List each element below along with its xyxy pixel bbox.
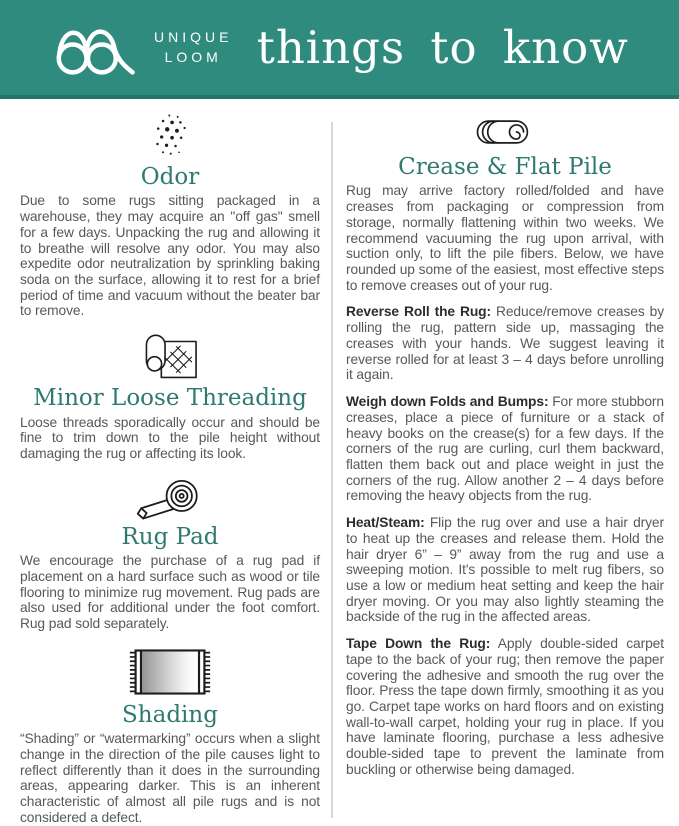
unique-loom-logo-icon [50, 16, 144, 80]
brand-name [154, 28, 232, 67]
section-heading: Rug Pad [121, 523, 219, 550]
section-minor-loose-threading [20, 331, 320, 462]
section-rug-pad [20, 474, 320, 632]
header-banner [0, 0, 679, 99]
tip-weigh-down [346, 394, 664, 504]
section-heading: Minor Loose Threading [33, 385, 307, 412]
section-crease-flat-pile [346, 112, 664, 778]
tip-text: For more stubborn creases, place a piece of furniture or a stack of heavy books on the crease(s) for a few days. If the corners of the rug are curling, curl them backward, flatten them back out and place weight in just the corners of the rug. Allow another 2 – 4 days before removing the heavy objects from the rug. [346, 394, 664, 504]
section-odor [20, 112, 320, 319]
rolled-rug-side-icon [346, 112, 664, 152]
brand-line-2: LOOM [164, 48, 222, 65]
left-column [20, 112, 320, 826]
right-column [346, 112, 664, 826]
section-body: Loose threads sporadically occur and should be fine to trim down to the pile height without damaging the rug or affecting its look. [20, 414, 320, 462]
content-columns [0, 99, 679, 826]
column-divider [331, 122, 333, 818]
section-heading: Odor [140, 164, 200, 190]
odor-dots-icon [20, 112, 320, 162]
section-heading: Crease & Flat Pile [398, 154, 612, 180]
tip-tape-down [346, 636, 664, 777]
tip-text: Reduce/remove creases by rolling the rug, pattern side up, massaging the creases with your hands. We suggest leaving it reverse rolled for at least 3 – 4 days before unrolling it again. [346, 304, 665, 383]
tip-text: Flip the rug over and use a hair dryer to heat up the creases and release them. Hold the hair dryer 6” – 9” away from the rug and use a sweeping motion. It's possible to melt rug fibers, so use a low or medium heat setting and keep the hair dryer moving. Or you may also lightly steaming the backside of the rug in the affected areas. [346, 515, 665, 625]
tip-label: Weigh down Folds and Bumps: [346, 394, 549, 410]
shading-rug-icon [20, 644, 320, 700]
section-body: Due to some rugs sitting packaged in a warehouse, they may acquire an "off gas" smell for a few days. Unpacking the rug and allowing it to breathe will resolve any odor. You may also expedite odor neutralization by sprinkling baking soda on the surface, allowing it to rest for a brief period of time and vacuum without the beater bar to remove. [20, 193, 320, 319]
rug-pad-roll-icon [20, 474, 320, 522]
tip-heat-steam [346, 515, 664, 625]
tip-reverse-roll [346, 304, 664, 383]
section-intro: Rug may arrive factory rolled/folded and have creases from packaging or compression from storage, normally flattening within two weeks. We recommend vacuuming the rug upon arrival, with suction only, to lift the pile fibers. Below, we have rounded up some of the easiest, most effective steps to remove creases out of your rug. [346, 183, 664, 293]
tip-label: Tape Down the Rug: [346, 636, 491, 652]
brand-line-1: UNIQUE [154, 28, 233, 45]
section-heading: Shading [122, 701, 218, 728]
tip-label: Reverse Roll the Rug: [346, 304, 491, 320]
brand [50, 16, 232, 80]
section-shading [20, 644, 320, 826]
section-body: We encourage the purchase of a rug pad if placement on a hard surface such as wood or tile flooring to minimize rug movement. Rug pads are also used for additional under the foot comfort. Rug pad sold separately. [20, 553, 320, 632]
rolled-rug-corner-icon [20, 331, 320, 383]
tip-text: Apply double-sided carpet tape to the back of your rug; then remove the paper covering the adhesive and smooth the rug over the floor. Press the tape down firmly, smoothing it as you go. Carpet tape works on hard floors and on existing wall-to-wall carpet, holding your rug in place. If you have laminate flooring, purchase a less adhesive double-sided tape to prevent the laminate from buckling or otherwise being damaged. [346, 636, 664, 777]
section-body: “Shading” or “watermarking” occurs when a slight change in the direction of the pile causes light to reflect differently than it does in the surrounding areas, appearing darker. This is an inherent characteristic of almost all pile rugs and is not considered a defect. [20, 731, 320, 825]
page-title: things to know [256, 21, 629, 74]
tip-label: Heat/Steam: [346, 515, 425, 531]
